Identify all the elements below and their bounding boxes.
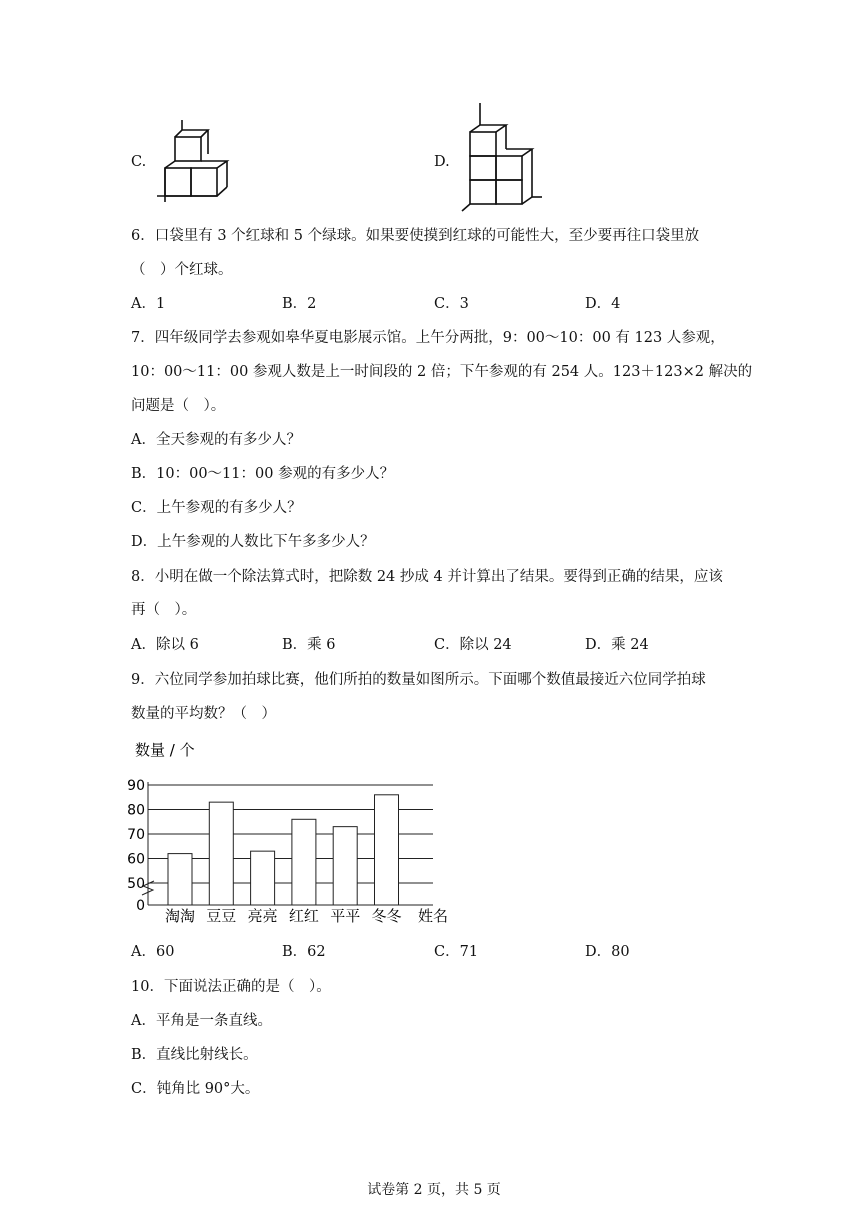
q8-option-c[interactable]: C．除以 24 <box>434 637 512 653</box>
q9-option-d[interactable]: D．80 <box>585 944 630 960</box>
q6-option-b[interactable]: B．2 <box>282 296 317 312</box>
q7-option-a[interactable]: A．全天参观的有多少人？ <box>131 432 301 448</box>
q7-stem-line2: 10：00～11：00 参观人数是上一时间段的 2 倍；下午参观的有 254 人。123＋123×2 解决的 <box>131 364 753 380</box>
q10-option-b[interactable]: B．直线比射线长。 <box>131 1047 258 1063</box>
bar-5 <box>375 795 399 905</box>
q5-option-d-figure <box>458 103 543 213</box>
page-footer: 试卷第 2 页，共 5 页 <box>367 1182 501 1198</box>
q9-stem-line1: 9．六位同学参加拍球比赛，他们所拍的数量如图所示。下面哪个数值最接近六位同学拍球 <box>131 672 706 688</box>
q10-stem: 10．下面说法正确的是（ ）。 <box>131 979 331 995</box>
q9-option-c[interactable]: C．71 <box>434 944 479 960</box>
x-tick-label: 红红 <box>288 907 319 925</box>
y-tick-label: 50 <box>127 876 145 892</box>
q7-stem-line3: 问题是（ ）。 <box>131 398 226 414</box>
y-tick-label: 90 <box>127 778 145 794</box>
x-tick-label: 亮亮 <box>247 907 278 925</box>
chart-x-axis-label: 姓名 <box>418 907 449 925</box>
q5-option-d-label: D. <box>434 154 450 170</box>
x-tick-label: 冬冬 <box>371 907 402 925</box>
q7-option-b[interactable]: B．10：00～11：00 参观的有多少人？ <box>131 466 395 482</box>
bar-3 <box>292 819 316 905</box>
y-tick-label: 70 <box>127 827 145 843</box>
q5-option-c-label: C. <box>131 154 147 170</box>
x-tick-label: 平平 <box>330 907 361 925</box>
x-tick-label: 淘淘 <box>164 907 196 925</box>
bar-4 <box>333 827 357 905</box>
q7-option-d[interactable]: D．上午参观的人数比下午多多少人？ <box>131 534 375 550</box>
q10-option-c[interactable]: C．钝角比 90°大。 <box>131 1081 260 1097</box>
q9-bar-chart <box>125 735 465 930</box>
x-tick-label: 豆豆 <box>206 907 237 925</box>
q5-option-c-figure <box>155 120 240 205</box>
q6-option-d[interactable]: D．4 <box>585 296 621 312</box>
q6-stem-line2: （ ）个红球。 <box>131 262 233 278</box>
q6-option-a[interactable]: A．1 <box>131 296 166 312</box>
q9-stem-line2: 数量的平均数？（ ） <box>131 706 276 722</box>
q10-option-a[interactable]: A．平角是一条直线。 <box>131 1013 272 1029</box>
chart-y-axis-label: 数量 / 个 <box>135 741 195 759</box>
y-tick-label: 0 <box>136 898 145 914</box>
bar-0 <box>168 854 192 905</box>
q8-stem-line1: 8．小明在做一个除法算式时，把除数 24 抄成 4 并计算出了结果。要得到正确的结果，应该 <box>131 569 723 585</box>
q7-option-c[interactable]: C．上午参观的有多少人？ <box>131 500 302 516</box>
q9-option-a[interactable]: A．60 <box>131 944 175 960</box>
q8-stem-line2: 再（ ）。 <box>131 602 197 618</box>
bar-2 <box>251 851 275 905</box>
q9-option-b[interactable]: B．62 <box>282 944 326 960</box>
q7-stem-line1: 7．四年级同学去参观如皋华夏电影展示馆。上午分两批，9：00～10：00 有 123 人参观， <box>131 330 725 346</box>
q6-option-c[interactable]: C．3 <box>434 296 469 312</box>
q6-stem-line1: 6．口袋里有 3 个红球和 5 个绿球。如果要使摸到红球的可能性大，至少要再往口袋里放 <box>131 228 700 244</box>
y-tick-label: 80 <box>127 802 145 819</box>
q8-option-b[interactable]: B．乘 6 <box>282 637 336 653</box>
y-tick-label: 60 <box>127 851 145 868</box>
bar-1 <box>209 802 233 905</box>
q8-option-d[interactable]: D．乘 24 <box>585 637 649 653</box>
q8-option-a[interactable]: A．除以 6 <box>131 637 199 653</box>
